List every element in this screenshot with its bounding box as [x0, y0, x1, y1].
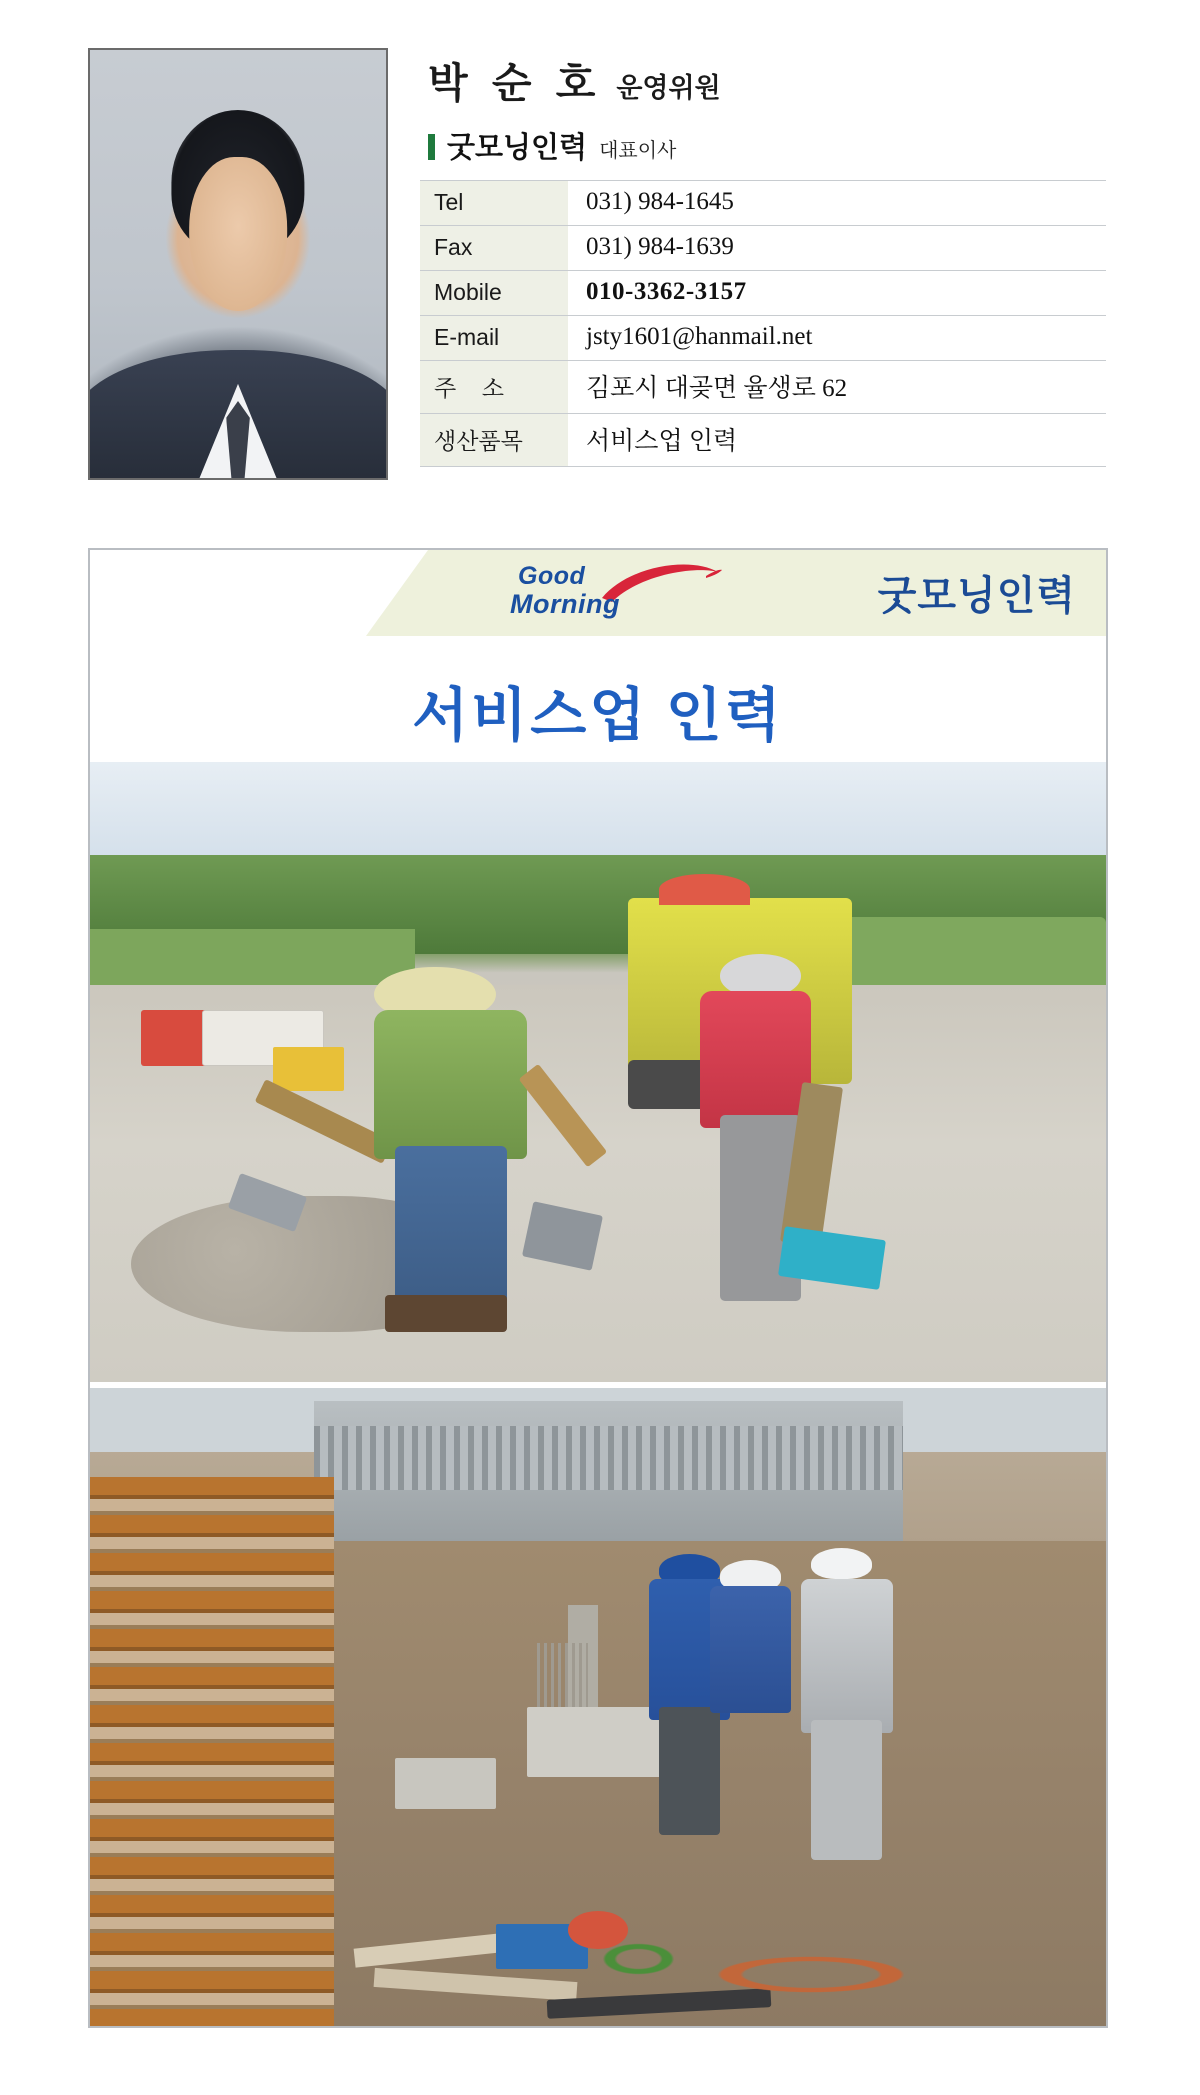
company-row [420, 121, 1106, 176]
contact-value-products: 서비스업 인력 [586, 428, 738, 455]
contact-table [420, 180, 1106, 467]
good-morning-logo [510, 560, 720, 626]
photo2-concrete-block-1 [527, 1707, 669, 1777]
portrait-photo [90, 50, 386, 478]
panel-headline: 서비스업 인력 [412, 683, 784, 748]
photo2-concrete-block-2 [395, 1758, 497, 1809]
photo2-formwork-stack [90, 1477, 334, 2026]
contact-value-mobile: 010-3362-3157 [586, 278, 747, 305]
photo2-worker1-legs [659, 1707, 720, 1835]
table-row [420, 361, 1106, 414]
contact-label-email: E-mail [420, 316, 568, 361]
person-name: 박 순 호 [428, 60, 603, 106]
photo1-worker1-body [374, 1010, 526, 1159]
brand-bar [90, 550, 1106, 636]
logo-text-good: Good [518, 562, 586, 590]
contact-value-email: jsty1601@hanmail.net [586, 323, 813, 350]
contact-label-mobile: Mobile [420, 271, 568, 316]
contact-label-tel: Tel [420, 181, 568, 226]
table-row [420, 316, 1106, 361]
contact-value-address: 김포시 대곶면 율생로 62 [586, 375, 848, 402]
photo2-worker2-body [710, 1586, 791, 1714]
accent-bar-icon [428, 134, 435, 160]
card-info [420, 48, 1106, 467]
logo-text-morning: Morning [510, 589, 620, 619]
photo2-worker3-legs [811, 1720, 882, 1860]
table-row [420, 226, 1106, 271]
photo1-worker1-boots [385, 1295, 507, 1332]
table-row [420, 414, 1106, 467]
contact-label-fax: Fax [420, 226, 568, 271]
photo1-umbrella [659, 874, 750, 905]
company-panel [88, 548, 1108, 2028]
portrait-face [189, 157, 287, 311]
company-name: 굿모닝인력 [447, 132, 588, 164]
photo2-worker3-body [801, 1579, 892, 1732]
table-row [420, 271, 1106, 316]
table-row [420, 181, 1106, 226]
photo2-worker3-helmet [811, 1548, 872, 1580]
contact-label-address: 주 소 [420, 361, 568, 414]
business-card [88, 48, 1108, 493]
portrait-frame [88, 48, 388, 480]
contact-value-tel: 031) 984-1645 [586, 188, 734, 215]
name-row [420, 48, 1106, 121]
person-role: 운영위원 [616, 73, 721, 103]
company-title: 대표이사 [599, 140, 677, 162]
photo1-worker2-body [700, 991, 812, 1127]
photo1-yellow-box [273, 1047, 344, 1090]
construction-site-workers-photo [90, 1388, 1106, 2026]
panel-brand-name: 굿모닝인력 [877, 573, 1076, 618]
contact-label-products: 생산품목 [420, 414, 568, 467]
construction-workers-road-photo [90, 762, 1106, 1382]
contact-value-fax: 031) 984-1639 [586, 233, 734, 260]
photo2-fence [314, 1426, 903, 1490]
photo2-green-hose [588, 1937, 690, 1982]
photo1-worker1-legs [395, 1146, 507, 1307]
